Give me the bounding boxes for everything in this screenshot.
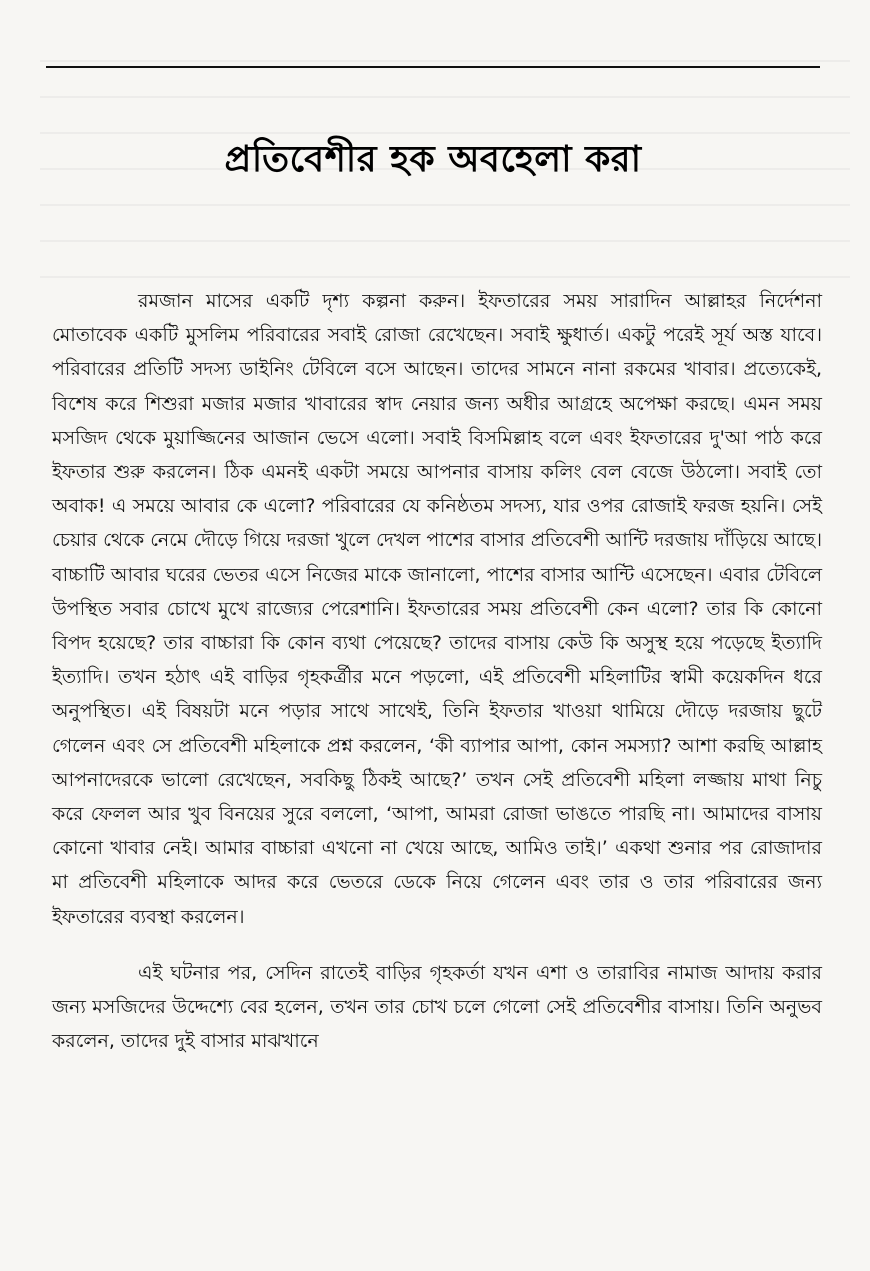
chapter-title: প্রতিবেশীর হক অবহেলা করা — [224, 139, 642, 181]
header-rule — [46, 66, 820, 68]
body-text — [52, 284, 822, 1058]
paragraph-1: রমজান মাসের একটি দৃশ্য কল্পনা করুন। ইফতারের সময় সারাদিন আল্লাহর নির্দেশনা মোতাবেক একটি মুসলিম পরিবারের সবাই রোজা রেখেছেন। সবাই ক্ষুধার্ত। একটু পরেই সূর্য অস্ত যাবে। পরিবারের প্রতিটি সদস্য ডাইনিং টেবিলে বসে আছেন। তাদের সামনে নানা রকমের খাবার। প্রত্যেকেই, বিশেষ করে শিশুরা মজার মজার খাবারের স্বাদ নেয়ার জন্য অধীর আগ্রহে অপেক্ষা করছে। এমন সময় মসজিদ থেকে মুয়াজ্জিনের আজান ভেসে এলো। সবাই বিসমিল্লাহ বলে এবং ইফতারের দু'আ পাঠ করে ইফতার শুরু করলেন। ঠিক এমনই একটা সময়ে আপনার বাসায় কলিং বেল বেজে উঠলো। সবাই তো অবাক! এ সময়ে আবার কে এলো? পরিবারের যে কনিষ্ঠতম সদস্য, যার ওপর রোজাই ফরজ হয়নি। সেই চেয়ার থেকে নেমে দৌড়ে গিয়ে দরজা খুলে দেখল পাশের বাসার প্রতিবেশী আন্টি দরজায় দাঁড়িয়ে আছে। বাচ্চাটি আবার ঘরের ভেতর এসে নিজের মাকে জানালো, পাশের বাসার আন্টি এসেছেন। এবার টেবিলে উপস্থিত সবার চোখে মুখে রাজ্যের পেরেশানি। ইফতারের সময় প্রতিবেশী কেন এলো? তার কি কোনো বিপদ হয়েছে? তার বাচ্চারা কি কোন ব্যথা পেয়েছে? তাদের বাসায় কেউ কি অসুস্থ হয়ে পড়েছে ইত্যাদি ইত্যাদি। তখন হঠাৎ এই বাড়ির গৃহকর্ত্রীর মনে পড়লো, এই প্রতিবেশী মহিলাটির স্বামী কয়েকদিন ধরে অনুপস্থিত। এই বিষয়টা মনে পড়ার সাথে সাথেই, তিনি ইফতার খাওয়া থামিয়ে দৌড়ে দরজায় ছুটে গেলেন এবং সে প্রতিবেশী মহিলাকে প্রশ্ন করলেন, ‘কী ব্যাপার আপা, কোন সমস্যা? আশা করছি আল্লাহ আপনাদেরকে ভালো রেখেছেন, সবকিছু ঠিকই আছে?’ তখন সেই প্রতিবেশী মহিলা লজ্জায় মাথা নিচু করে ফেলল আর খুব বিনয়ের সুরে বললো, ‘আপা, আমরা রোজা ভাঙতে পারছি না। আমাদের বাসায় কোনো খাবার নেই। আমার বাচ্চারা এখনো না খেয়ে আছে, আমিও তাই।’ একথা শুনার পর রোজাদার মা প্রতিবেশী মহিলাকে আদর করে ভেতরে ডেকে নিয়ে গেলেন এবং তার ও তার পরিবারের জন্য ইফতারের ব্যবস্থা করলেন। — [52, 290, 822, 928]
paragraph-2: এই ঘটনার পর, সেদিন রাতেই বাড়ির গৃহকর্তা যখন এশা ও তারাবির নামাজ আদায় করার জন্য মসজিদের উদ্দেশ্যে বের হলেন, তখন তার চোখ চলে গেলো সেই প্রতিবেশীর বাসায়। তিনি অনুভব করলেন, তাদের দুই বাসার মাঝখানে — [52, 961, 822, 1053]
